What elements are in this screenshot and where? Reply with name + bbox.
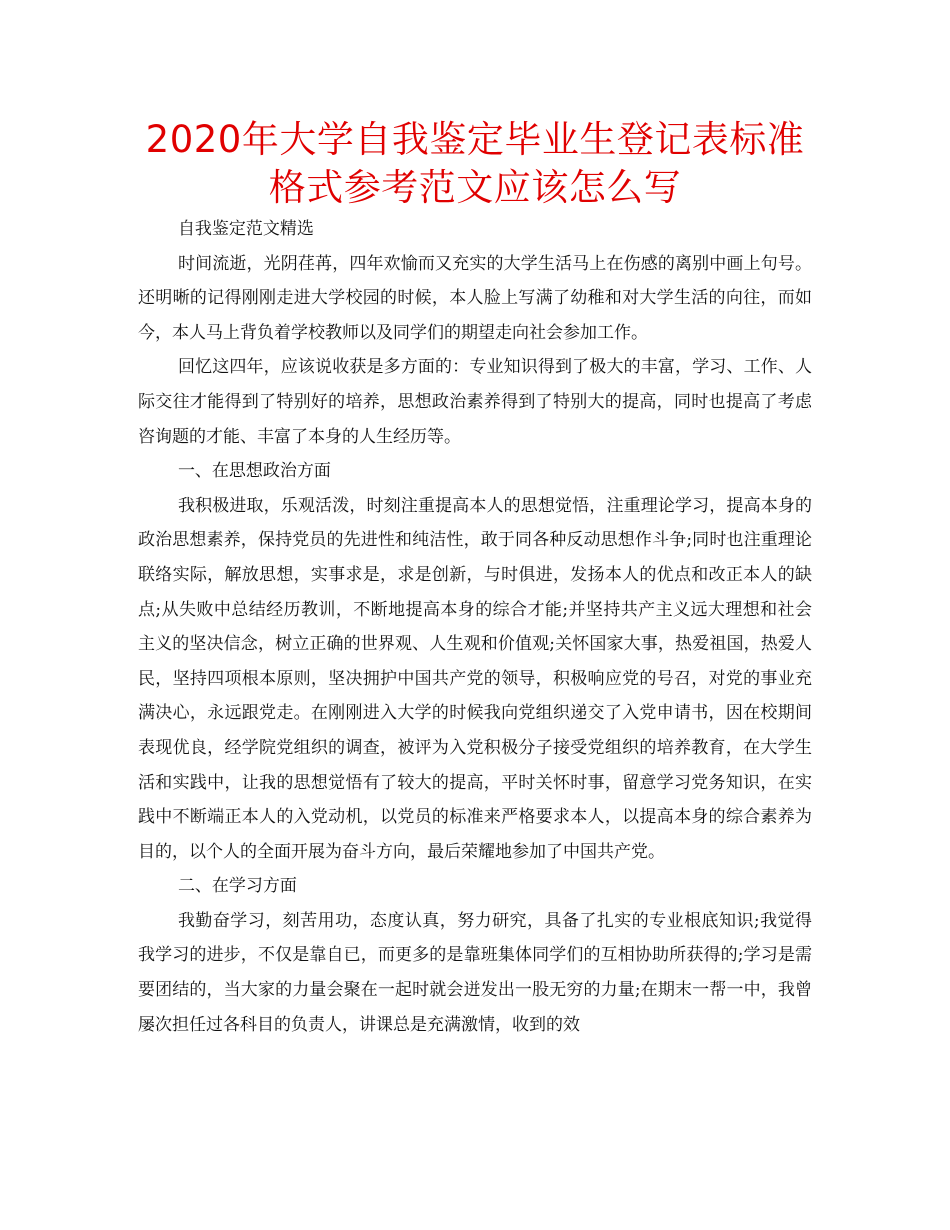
document-title: 2020年大学自我鉴定毕业生登记表标准格式参考范文应该怎么写 — [145, 118, 805, 209]
body-paragraph: 我积极进取，乐观活泼，时刻注重提高本人的思想觉悟，注重理论学习，提高本身的政治思想素养，保持党员的先进性和纯洁性，敢于同各种反动思想作斗争;同时也注重理论联络实际，解放思想，实事求是，求是创新，与时俱进，发扬本人的优点和改正本人的缺点;从失败中总结经历教训，不断地提高本身的综合才能;并坚持共产主义远大理想和社会主义的坚决信念，树立正确的世界观、人生观和价值观;关怀国家大事，热爱祖国，热爱人民，坚持四项根本原则，坚决拥护中国共产党的领导，积极响应党的号召，对党的事业充满决心，永远跟党走。在刚刚进入大学的时候我向党组织递交了入党申请书，因在校期间表现优良，经学院党组织的调查，被评为入党积极分子接受党组织的培养教育，在大学生活和实践中，让我的思想觉悟有了较大的提高，平时关怀时事，留意学习党务知识，在实践中不断端正本人的入党动机，以党员的标准来严格要求本人，以提高本身的综合素养为目的，以个人的全面开展为奋斗方向，最后荣耀地参加了中国共产党。 — [138, 495, 812, 862]
section-label: 自我鉴定范文精选 — [177, 219, 314, 239]
body-paragraph: 时间流逝，光阴荏苒，四年欢愉而又充实的大学生活马上在伤感的离别中画上句号。还明晰的记得刚刚走进大学校园的时候，本人脸上写满了幼稚和对大学生活的向往，而如今，本人马上背负着学校教师以及同学们的期望走向社会参加工作。 — [138, 253, 812, 343]
body-paragraph: 回忆这四年，应该说收获是多方面的：专业知识得到了极大的丰富，学习、工作、人际交往才能得到了特别好的培养，思想政治素养得到了特别大的提高，同时也提高了考虑咨询题的才能、丰富了本身的人生经历等。 — [138, 357, 812, 447]
section-heading-study: 二、在学习方面 — [177, 876, 297, 897]
document-body — [138, 212, 812, 1042]
body-paragraph: 我勤奋学习，刻苦用功，态度认真，努力研究，具备了扎实的专业根底知识;我觉得我学习的进步，不仅是靠自已，而更多的是靠班集体同学们的互相协助所获得的;学习是需要团结的，当大家的力量会聚在一起时就会迸发出一股无穷的力量;在期末一帮一中，我曾屡次担任过各科目的负责人，讲课总是充满激情，收到的效 — [138, 910, 812, 1035]
section-heading-political: 一、在思想政治方面 — [177, 461, 331, 482]
